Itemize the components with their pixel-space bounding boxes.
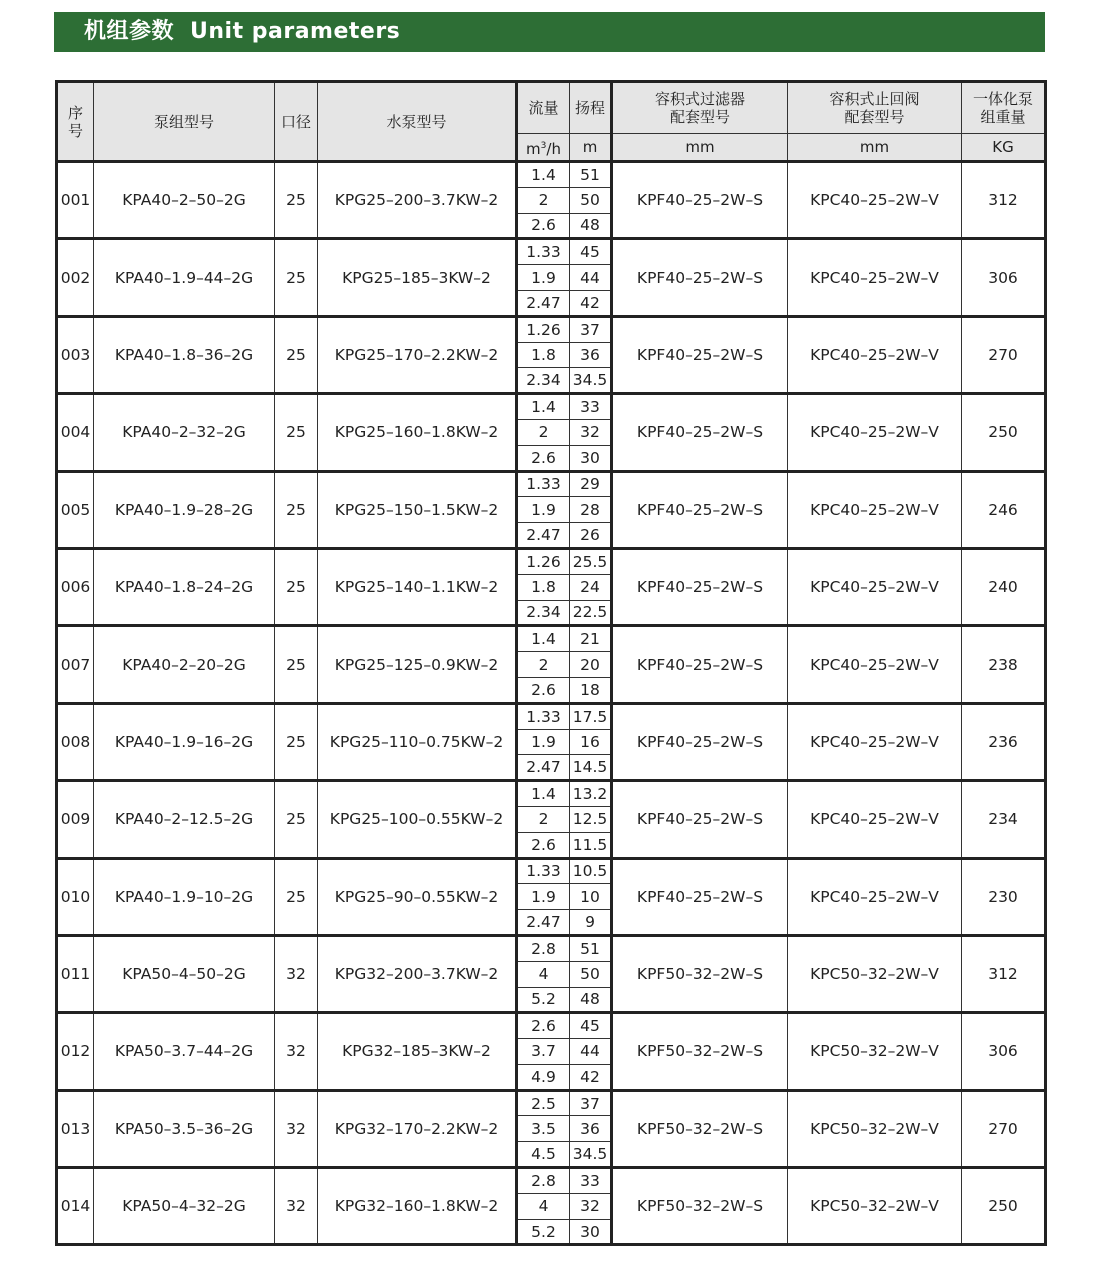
cell-unit-model: KPA50–4–50–2G — [94, 935, 275, 1012]
unit-weight: KG — [962, 134, 1046, 162]
header-diameter: 口径 — [275, 82, 318, 162]
cell-flow: 2 — [517, 419, 570, 445]
cell-head: 45 — [570, 1013, 612, 1039]
cell-unit-model: KPA40–1.9–44–2G — [94, 239, 275, 316]
cell-head: 50 — [570, 187, 612, 213]
cell-pump-model: KPG25–160–1.8KW–2 — [318, 394, 517, 471]
cell-filter-model: KPF40–25–2W–S — [612, 858, 788, 935]
cell-filter-model: KPF40–25–2W–S — [612, 316, 788, 393]
cell-head: 30 — [570, 445, 612, 471]
cell-flow: 1.9 — [517, 265, 570, 291]
cell-valve-model: KPC40–25–2W–V — [788, 703, 962, 780]
cell-head: 21 — [570, 626, 612, 652]
cell-head: 48 — [570, 213, 612, 239]
cell-seq: 010 — [57, 858, 94, 935]
cell-flow: 2.47 — [517, 755, 570, 781]
cell-valve-model: KPC50–32–2W–V — [788, 1168, 962, 1245]
cell-pump-model: KPG25–185–3KW–2 — [318, 239, 517, 316]
cell-diameter: 25 — [275, 703, 318, 780]
cell-flow: 2.47 — [517, 290, 570, 316]
cell-head: 28 — [570, 497, 612, 523]
table-row — [57, 239, 1046, 265]
cell-filter-model: KPF40–25–2W–S — [612, 703, 788, 780]
cell-head: 44 — [570, 265, 612, 291]
cell-flow: 1.4 — [517, 626, 570, 652]
cell-unit-model: KPA40–2–32–2G — [94, 394, 275, 471]
cell-filter-model: KPF50–32–2W–S — [612, 1168, 788, 1245]
cell-flow: 1.33 — [517, 471, 570, 497]
cell-seq: 008 — [57, 703, 94, 780]
cell-head: 11.5 — [570, 832, 612, 858]
cell-filter-model: KPF40–25–2W–S — [612, 548, 788, 625]
unit-filter: mm — [612, 134, 788, 162]
table-row — [57, 858, 1046, 884]
cell-diameter: 32 — [275, 935, 318, 1012]
cell-weight: 234 — [962, 781, 1046, 858]
cell-weight: 312 — [962, 935, 1046, 1012]
cell-weight: 238 — [962, 626, 1046, 703]
cell-head: 37 — [570, 1090, 612, 1116]
cell-head: 32 — [570, 419, 612, 445]
cell-head: 24 — [570, 574, 612, 600]
cell-weight: 270 — [962, 316, 1046, 393]
unit-flow: $m^3/h$ — [517, 134, 570, 162]
table-row — [57, 626, 1046, 652]
cell-flow: 5.2 — [517, 1219, 570, 1245]
banner-title-zh: 机组参数 — [84, 19, 175, 44]
cell-seq: 014 — [57, 1168, 94, 1245]
cell-filter-model: KPF40–25–2W–S — [612, 626, 788, 703]
cell-pump-model: KPG25–150–1.5KW–2 — [318, 471, 517, 548]
cell-flow: 1.26 — [517, 316, 570, 342]
cell-valve-model: KPC40–25–2W–V — [788, 858, 962, 935]
table-row — [57, 548, 1046, 574]
cell-filter-model: KPF40–25–2W–S — [612, 781, 788, 858]
cell-filter-model: KPF40–25–2W–S — [612, 162, 788, 239]
cell-weight: 246 — [962, 471, 1046, 548]
cell-valve-model: KPC40–25–2W–V — [788, 781, 962, 858]
cell-head: 10.5 — [570, 858, 612, 884]
cell-pump-model: KPG32–170–2.2KW–2 — [318, 1090, 517, 1167]
cell-valve-model: KPC50–32–2W–V — [788, 935, 962, 1012]
cell-diameter: 25 — [275, 471, 318, 548]
cell-flow: 2 — [517, 187, 570, 213]
cell-flow: 2.47 — [517, 910, 570, 936]
cell-weight: 230 — [962, 858, 1046, 935]
cell-head: 51 — [570, 935, 612, 961]
cell-diameter: 25 — [275, 316, 318, 393]
cell-filter-model: KPF40–25–2W–S — [612, 239, 788, 316]
cell-pump-model: KPG25–200–3.7KW–2 — [318, 162, 517, 239]
cell-seq: 001 — [57, 162, 94, 239]
cell-unit-model: KPA40–1.9–28–2G — [94, 471, 275, 548]
cell-flow: 1.33 — [517, 239, 570, 265]
cell-flow: 2.6 — [517, 1013, 570, 1039]
cell-weight: 312 — [962, 162, 1046, 239]
cell-seq: 007 — [57, 626, 94, 703]
table-row — [57, 703, 1046, 729]
cell-head: 10 — [570, 884, 612, 910]
table-row — [57, 1090, 1046, 1116]
table-row — [57, 781, 1046, 807]
cell-flow: 2.6 — [517, 832, 570, 858]
cell-flow: 1.9 — [517, 497, 570, 523]
cell-valve-model: KPC40–25–2W–V — [788, 162, 962, 239]
cell-head: 36 — [570, 342, 612, 368]
cell-flow: 4.5 — [517, 1142, 570, 1168]
cell-head: 34.5 — [570, 368, 612, 394]
cell-filter-model: KPF50–32–2W–S — [612, 935, 788, 1012]
cell-flow: 2 — [517, 806, 570, 832]
cell-unit-model: KPA40–1.9–16–2G — [94, 703, 275, 780]
cell-head: 34.5 — [570, 1142, 612, 1168]
cell-valve-model: KPC40–25–2W–V — [788, 471, 962, 548]
cell-head: 25.5 — [570, 548, 612, 574]
cell-head: 44 — [570, 1039, 612, 1065]
cell-flow: 2.8 — [517, 935, 570, 961]
cell-seq: 009 — [57, 781, 94, 858]
cell-seq: 011 — [57, 935, 94, 1012]
cell-flow: 3.7 — [517, 1039, 570, 1065]
cell-head: 33 — [570, 394, 612, 420]
cell-head: 37 — [570, 316, 612, 342]
cell-valve-model: KPC40–25–2W–V — [788, 316, 962, 393]
cell-flow: 3.5 — [517, 1116, 570, 1142]
header-pump-model: 水泵型号 — [318, 82, 517, 162]
cell-head: 9 — [570, 910, 612, 936]
cell-flow: 4 — [517, 961, 570, 987]
cell-seq: 006 — [57, 548, 94, 625]
cell-weight: 306 — [962, 1013, 1046, 1090]
cell-pump-model: KPG25–110–0.75KW–2 — [318, 703, 517, 780]
cell-flow: 1.4 — [517, 781, 570, 807]
cell-head: 12.5 — [570, 806, 612, 832]
cell-head: 30 — [570, 1219, 612, 1245]
table-row — [57, 394, 1046, 420]
cell-flow: 4.9 — [517, 1064, 570, 1090]
cell-head: 42 — [570, 1064, 612, 1090]
cell-flow: 1.8 — [517, 342, 570, 368]
cell-flow: 1.26 — [517, 548, 570, 574]
cell-head: 45 — [570, 239, 612, 265]
cell-flow: 1.9 — [517, 729, 570, 755]
cell-flow: 1.8 — [517, 574, 570, 600]
cell-head: 20 — [570, 652, 612, 678]
header-filter: 容积式过滤器 配套型号 — [612, 82, 788, 134]
cell-head: 32 — [570, 1193, 612, 1219]
cell-unit-model: KPA50–4–32–2G — [94, 1168, 275, 1245]
cell-diameter: 25 — [275, 548, 318, 625]
cell-weight: 270 — [962, 1090, 1046, 1167]
cell-unit-model: KPA50–3.7–44–2G — [94, 1013, 275, 1090]
cell-unit-model: KPA40–2–12.5–2G — [94, 781, 275, 858]
cell-unit-model: KPA40–1.9–10–2G — [94, 858, 275, 935]
cell-diameter: 32 — [275, 1090, 318, 1167]
cell-filter-model: KPF40–25–2W–S — [612, 471, 788, 548]
cell-flow: 2.6 — [517, 213, 570, 239]
cell-seq: 004 — [57, 394, 94, 471]
header-unit-model: 泵组型号 — [94, 82, 275, 162]
table-row — [57, 935, 1046, 961]
cell-weight: 240 — [962, 548, 1046, 625]
cell-head: 33 — [570, 1168, 612, 1194]
table-header — [57, 82, 1046, 162]
cell-flow: 2.6 — [517, 677, 570, 703]
cell-diameter: 25 — [275, 781, 318, 858]
section-banner — [54, 12, 1045, 52]
cell-head: 17.5 — [570, 703, 612, 729]
cell-seq: 012 — [57, 1013, 94, 1090]
cell-valve-model: KPC40–25–2W–V — [788, 394, 962, 471]
cell-pump-model: KPG25–100–0.55KW–2 — [318, 781, 517, 858]
cell-flow: 2.47 — [517, 523, 570, 549]
cell-head: 16 — [570, 729, 612, 755]
cell-seq: 003 — [57, 316, 94, 393]
header-head: 扬程 — [570, 82, 612, 134]
header-seq: 序号 — [57, 82, 94, 162]
cell-diameter: 32 — [275, 1168, 318, 1245]
cell-seq: 013 — [57, 1090, 94, 1167]
cell-diameter: 32 — [275, 1013, 318, 1090]
cell-flow: 1.4 — [517, 394, 570, 420]
cell-weight: 250 — [962, 1168, 1046, 1245]
unit-parameters-table — [55, 80, 1047, 1246]
banner-title-en: Unit parameters — [190, 19, 401, 44]
cell-head: 26 — [570, 523, 612, 549]
cell-pump-model: KPG32–185–3KW–2 — [318, 1013, 517, 1090]
cell-valve-model: KPC40–25–2W–V — [788, 239, 962, 316]
cell-flow: 1.33 — [517, 703, 570, 729]
cell-pump-model: KPG32–160–1.8KW–2 — [318, 1168, 517, 1245]
cell-flow: 4 — [517, 1193, 570, 1219]
cell-pump-model: KPG32–200–3.7KW–2 — [318, 935, 517, 1012]
table-row — [57, 1013, 1046, 1039]
table-row — [57, 316, 1046, 342]
cell-filter-model: KPF40–25–2W–S — [612, 394, 788, 471]
cell-unit-model: KPA40–1.8–36–2G — [94, 316, 275, 393]
cell-filter-model: KPF50–32–2W–S — [612, 1013, 788, 1090]
header-flow: 流量 — [517, 82, 570, 134]
cell-seq: 005 — [57, 471, 94, 548]
unit-valve: mm — [788, 134, 962, 162]
cell-valve-model: KPC40–25–2W–V — [788, 626, 962, 703]
header-weight: 一体化泵 组重量 — [962, 82, 1046, 134]
cell-flow: 1.4 — [517, 162, 570, 188]
cell-flow: 2.8 — [517, 1168, 570, 1194]
cell-head: 22.5 — [570, 600, 612, 626]
table-row — [57, 162, 1046, 188]
cell-unit-model: KPA40–2–50–2G — [94, 162, 275, 239]
table-row — [57, 471, 1046, 497]
table-row — [57, 1168, 1046, 1194]
cell-flow: 5.2 — [517, 987, 570, 1013]
cell-pump-model: KPG25–140–1.1KW–2 — [318, 548, 517, 625]
cell-head: 18 — [570, 677, 612, 703]
cell-pump-model: KPG25–125–0.9KW–2 — [318, 626, 517, 703]
cell-diameter: 25 — [275, 626, 318, 703]
cell-valve-model: KPC50–32–2W–V — [788, 1013, 962, 1090]
cell-pump-model: KPG25–90–0.55KW–2 — [318, 858, 517, 935]
unit-head: m — [570, 134, 612, 162]
cell-diameter: 25 — [275, 858, 318, 935]
cell-head: 36 — [570, 1116, 612, 1142]
cell-unit-model: KPA40–1.8–24–2G — [94, 548, 275, 625]
cell-flow: 2.34 — [517, 600, 570, 626]
cell-seq: 002 — [57, 239, 94, 316]
cell-weight: 250 — [962, 394, 1046, 471]
cell-unit-model: KPA40–2–20–2G — [94, 626, 275, 703]
cell-diameter: 25 — [275, 239, 318, 316]
cell-valve-model: KPC40–25–2W–V — [788, 548, 962, 625]
cell-head: 48 — [570, 987, 612, 1013]
cell-flow: 1.33 — [517, 858, 570, 884]
cell-filter-model: KPF50–32–2W–S — [612, 1090, 788, 1167]
cell-pump-model: KPG25–170–2.2KW–2 — [318, 316, 517, 393]
cell-head: 50 — [570, 961, 612, 987]
cell-weight: 306 — [962, 239, 1046, 316]
table-body — [57, 162, 1046, 1245]
cell-weight: 236 — [962, 703, 1046, 780]
cell-valve-model: KPC50–32–2W–V — [788, 1090, 962, 1167]
cell-diameter: 25 — [275, 394, 318, 471]
cell-head: 42 — [570, 290, 612, 316]
cell-unit-model: KPA50–3.5–36–2G — [94, 1090, 275, 1167]
cell-head: 51 — [570, 162, 612, 188]
header-valve: 容积式止回阀 配套型号 — [788, 82, 962, 134]
cell-head: 14.5 — [570, 755, 612, 781]
cell-flow: 2.5 — [517, 1090, 570, 1116]
cell-flow: 2.6 — [517, 445, 570, 471]
cell-head: 13.2 — [570, 781, 612, 807]
cell-flow: 2.34 — [517, 368, 570, 394]
cell-diameter: 25 — [275, 162, 318, 239]
cell-flow: 1.9 — [517, 884, 570, 910]
cell-head: 29 — [570, 471, 612, 497]
cell-flow: 2 — [517, 652, 570, 678]
